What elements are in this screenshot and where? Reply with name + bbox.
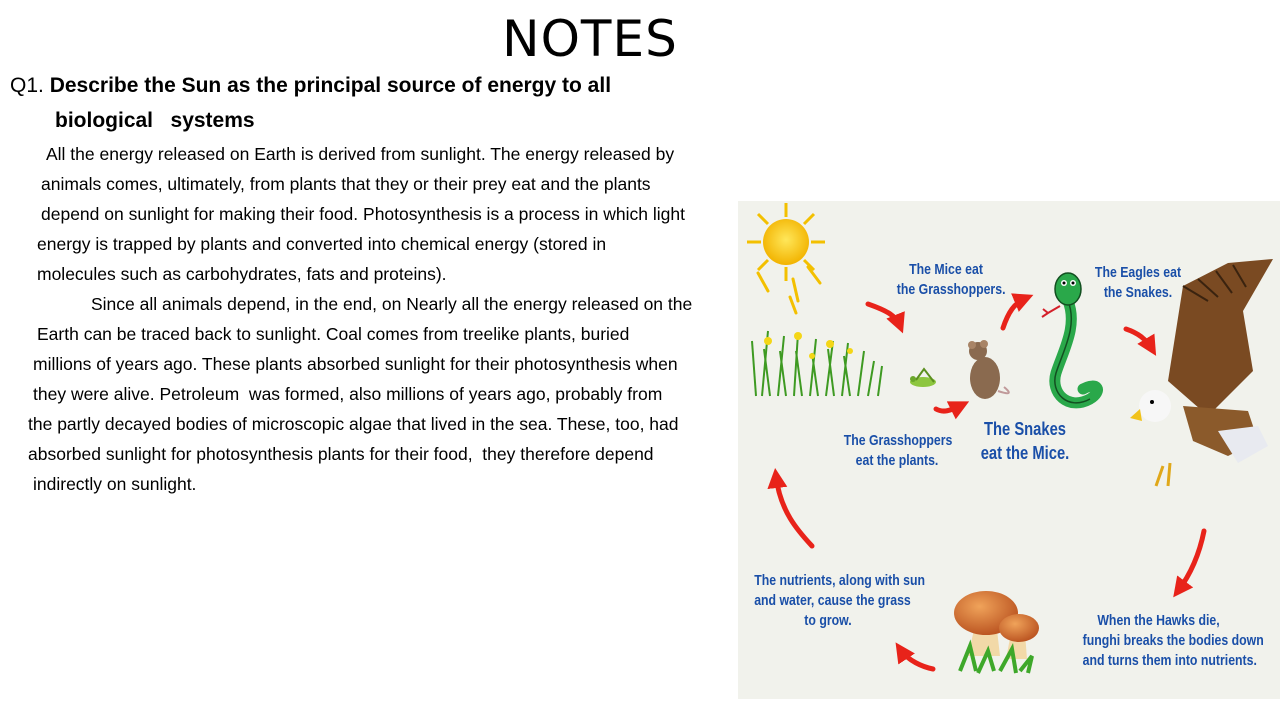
caption-line: to grow. [804, 612, 852, 629]
paragraph-line: depend on sunlight for making their food. Photosynthesis is a process in which light [41, 204, 685, 224]
question-text-line2: biological systems [55, 109, 255, 132]
caption-line: funghi breaks the bodies down [1082, 632, 1264, 649]
mushroom-icon [954, 591, 1039, 673]
paragraph-line: energy is trapped by plants and converted into chemical energy (stored in [37, 234, 607, 254]
caption-mice-eat [896, 260, 1006, 300]
caption-line: The Eagles eat [1094, 264, 1182, 281]
caption-hawks-die [1082, 611, 1264, 671]
sun-icon [747, 203, 825, 313]
paragraph-line: millions of years ago. These plants absorbed sunlight for their photosynthesis when [33, 354, 678, 374]
paragraph-line: indirectly on sunlight. [33, 474, 197, 494]
caption-line: The Grasshoppers [843, 432, 953, 449]
caption-grasshoppers-eat [844, 431, 951, 471]
paragraph-line: animals comes, ultimately, from plants that they or their prey eat and the plants [41, 174, 651, 194]
caption-line: the Grasshoppers. [896, 281, 1006, 298]
mouse-icon [968, 340, 1009, 399]
caption-line: and water, cause the grass [754, 592, 911, 609]
caption-line: The Mice eat [909, 261, 983, 278]
caption-line: The nutrients, along with sun [754, 572, 926, 589]
caption-line: and turns them into nutrients. [1082, 652, 1257, 669]
caption-line: the Snakes. [1103, 284, 1173, 301]
paragraph-line: molecules such as carbohydrates, fats and proteins). [37, 264, 447, 284]
slide-title: NOTES [502, 10, 678, 68]
paragraph-line: Earth can be traced back to sunlight. Coal comes from treelike plants, buried [37, 324, 630, 344]
caption-line: When the Hawks die, [1097, 612, 1220, 629]
question-heading [10, 71, 611, 101]
flower-dots [764, 332, 853, 359]
paragraph-line: All the energy released on Earth is derived from sunlight. The energy released by [46, 144, 675, 164]
paragraph-line: Since all animals depend, in the end, on Nearly all the energy released on the [91, 294, 693, 314]
question-number: Q1. [10, 74, 44, 97]
food-chain-diagram [738, 201, 1280, 699]
paragraph-line: absorbed sunlight for photosynthesis plants for their food, they therefore depend [28, 444, 654, 464]
caption-nutrients [754, 571, 926, 631]
caption-line: The Snakes [983, 419, 1067, 439]
question-text-line1: Describe the Sun as the principal source of energy to all [49, 74, 612, 97]
caption-line: eat the plants. [855, 452, 939, 469]
caption-eagles-eat [1089, 263, 1187, 303]
paragraph-line: they were alive. Petroleum was formed, also millions of years ago, probably from [33, 384, 663, 404]
grasshopper-icon [910, 369, 936, 387]
paragraph-line: the partly decayed bodies of microscopic algae that lived in the sea. These, too, had [28, 414, 679, 434]
caption-snakes-eat [980, 417, 1070, 465]
caption-line: eat the Mice. [980, 443, 1070, 463]
